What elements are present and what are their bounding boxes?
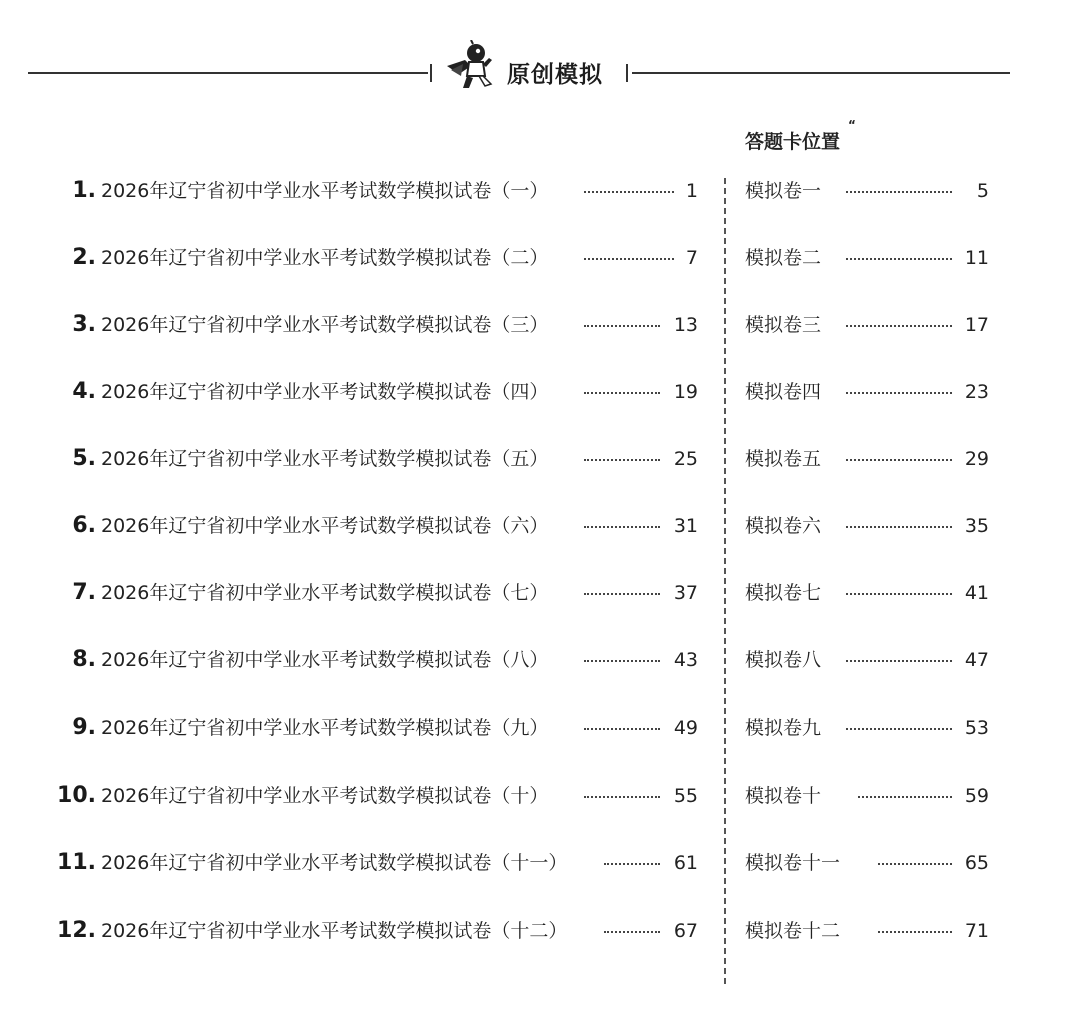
entry-number: 8. (72, 647, 96, 672)
answer-card-page: 17 (964, 314, 989, 336)
entry-title[interactable]: 2026年辽宁省初中学业水平考试数学模拟试卷（十） (101, 785, 549, 807)
section-title: 原创模拟 (507, 62, 603, 88)
entry-number: 3. (72, 312, 96, 337)
toc-row[interactable] (0, 643, 1080, 677)
answer-card-label[interactable]: 模拟卷六 (745, 515, 822, 537)
answer-card-label[interactable]: 模拟卷二 (745, 247, 822, 269)
answer-card-label[interactable]: 模拟卷九 (745, 717, 822, 739)
entry-number: 10. (57, 783, 96, 808)
answer-card-label[interactable]: 模拟卷一 (745, 180, 822, 202)
toc-row[interactable] (0, 846, 1080, 880)
answer-leader-dots (846, 459, 952, 461)
toc-row[interactable] (0, 442, 1080, 476)
entry-title[interactable]: 2026年辽宁省初中学业水平考试数学模拟试卷（二） (101, 247, 549, 269)
entry-title[interactable]: 2026年辽宁省初中学业水平考试数学模拟试卷（十二） (101, 920, 568, 942)
entry-title[interactable]: 2026年辽宁省初中学业水平考试数学模拟试卷（四） (101, 381, 549, 403)
answer-leader-dots (846, 258, 952, 260)
entry-page: 19 (673, 381, 698, 403)
toc-row[interactable] (0, 509, 1080, 543)
entry-title[interactable]: 2026年辽宁省初中学业水平考试数学模拟试卷（五） (101, 448, 549, 470)
toc-row[interactable] (0, 308, 1080, 342)
toc-row[interactable] (0, 375, 1080, 409)
entry-number: 1. (72, 178, 96, 203)
entry-title[interactable]: 2026年辽宁省初中学业水平考试数学模拟试卷（六） (101, 515, 549, 537)
answer-card-page: 35 (964, 515, 989, 537)
entry-page: 55 (673, 785, 698, 807)
entry-page: 31 (673, 515, 698, 537)
answer-card-page: 53 (964, 717, 989, 739)
answer-card-page: 71 (964, 920, 989, 942)
answer-card-label[interactable]: 模拟卷五 (745, 448, 822, 470)
answer-leader-dots (846, 728, 952, 730)
answer-card-page: 41 (964, 582, 989, 604)
answer-card-page: 29 (964, 448, 989, 470)
entry-title[interactable]: 2026年辽宁省初中学业水平考试数学模拟试卷（九） (101, 717, 549, 739)
entry-title[interactable]: 2026年辽宁省初中学业水平考试数学模拟试卷（七） (101, 582, 549, 604)
entry-page: 7 (685, 247, 698, 269)
answer-card-label[interactable]: 模拟卷十 (745, 785, 822, 807)
entry-number: 2. (72, 245, 96, 270)
answer-card-heading-text: 答题卡位置 (745, 131, 841, 153)
answer-card-page: 59 (964, 785, 989, 807)
answer-leader-dots (846, 660, 952, 662)
answer-leader-dots (846, 392, 952, 394)
entry-page: 49 (673, 717, 698, 739)
entry-page: 25 (673, 448, 698, 470)
toc-row[interactable] (0, 711, 1080, 745)
entry-number: 6. (72, 513, 96, 538)
toc-row[interactable] (0, 241, 1080, 275)
answer-leader-dots (846, 191, 952, 193)
entry-page: 1 (685, 180, 698, 202)
answer-card-page: 47 (964, 649, 989, 671)
toc-row[interactable] (0, 576, 1080, 610)
entry-page: 37 (673, 582, 698, 604)
entry-page: 61 (673, 852, 698, 874)
header-tick-right (626, 64, 628, 82)
entry-number: 4. (72, 379, 96, 404)
header-rule-left (28, 72, 428, 74)
answer-card-page: 65 (964, 852, 989, 874)
answer-card-heading-mark: “ (848, 118, 856, 132)
answer-card-label[interactable]: 模拟卷八 (745, 649, 822, 671)
toc-row[interactable] (0, 174, 1080, 208)
mascot-character-icon (445, 40, 501, 92)
answer-leader-dots (846, 325, 952, 327)
header-tick-left (430, 64, 432, 82)
answer-card-label[interactable]: 模拟卷七 (745, 582, 822, 604)
entry-title[interactable]: 2026年辽宁省初中学业水平考试数学模拟试卷（一） (101, 180, 549, 202)
answer-card-heading (745, 118, 856, 154)
answer-card-label[interactable]: 模拟卷四 (745, 381, 822, 403)
entry-number: 11. (57, 850, 96, 875)
entry-title[interactable]: 2026年辽宁省初中学业水平考试数学模拟试卷（八） (101, 649, 549, 671)
entry-page: 43 (673, 649, 698, 671)
answer-card-label[interactable]: 模拟卷十二 (745, 920, 841, 942)
toc-row[interactable] (0, 779, 1080, 813)
entry-number: 5. (72, 446, 96, 471)
answer-leader-dots (846, 593, 952, 595)
answer-leader-dots (858, 796, 952, 798)
entry-number: 12. (57, 918, 96, 943)
entry-page: 13 (673, 314, 698, 336)
entry-number: 7. (72, 580, 96, 605)
answer-leader-dots (846, 526, 952, 528)
answer-card-label[interactable]: 模拟卷三 (745, 314, 822, 336)
answer-card-page: 11 (964, 247, 989, 269)
entry-title[interactable]: 2026年辽宁省初中学业水平考试数学模拟试卷（三） (101, 314, 549, 336)
toc-row[interactable] (0, 914, 1080, 948)
entry-number: 9. (72, 715, 96, 740)
answer-card-page: 23 (964, 381, 989, 403)
entry-title[interactable]: 2026年辽宁省初中学业水平考试数学模拟试卷（十一） (101, 852, 568, 874)
header-rule-right (632, 72, 1010, 74)
answer-card-label[interactable]: 模拟卷十一 (745, 852, 841, 874)
answer-card-page: 5 (976, 180, 989, 202)
entry-page: 67 (673, 920, 698, 942)
